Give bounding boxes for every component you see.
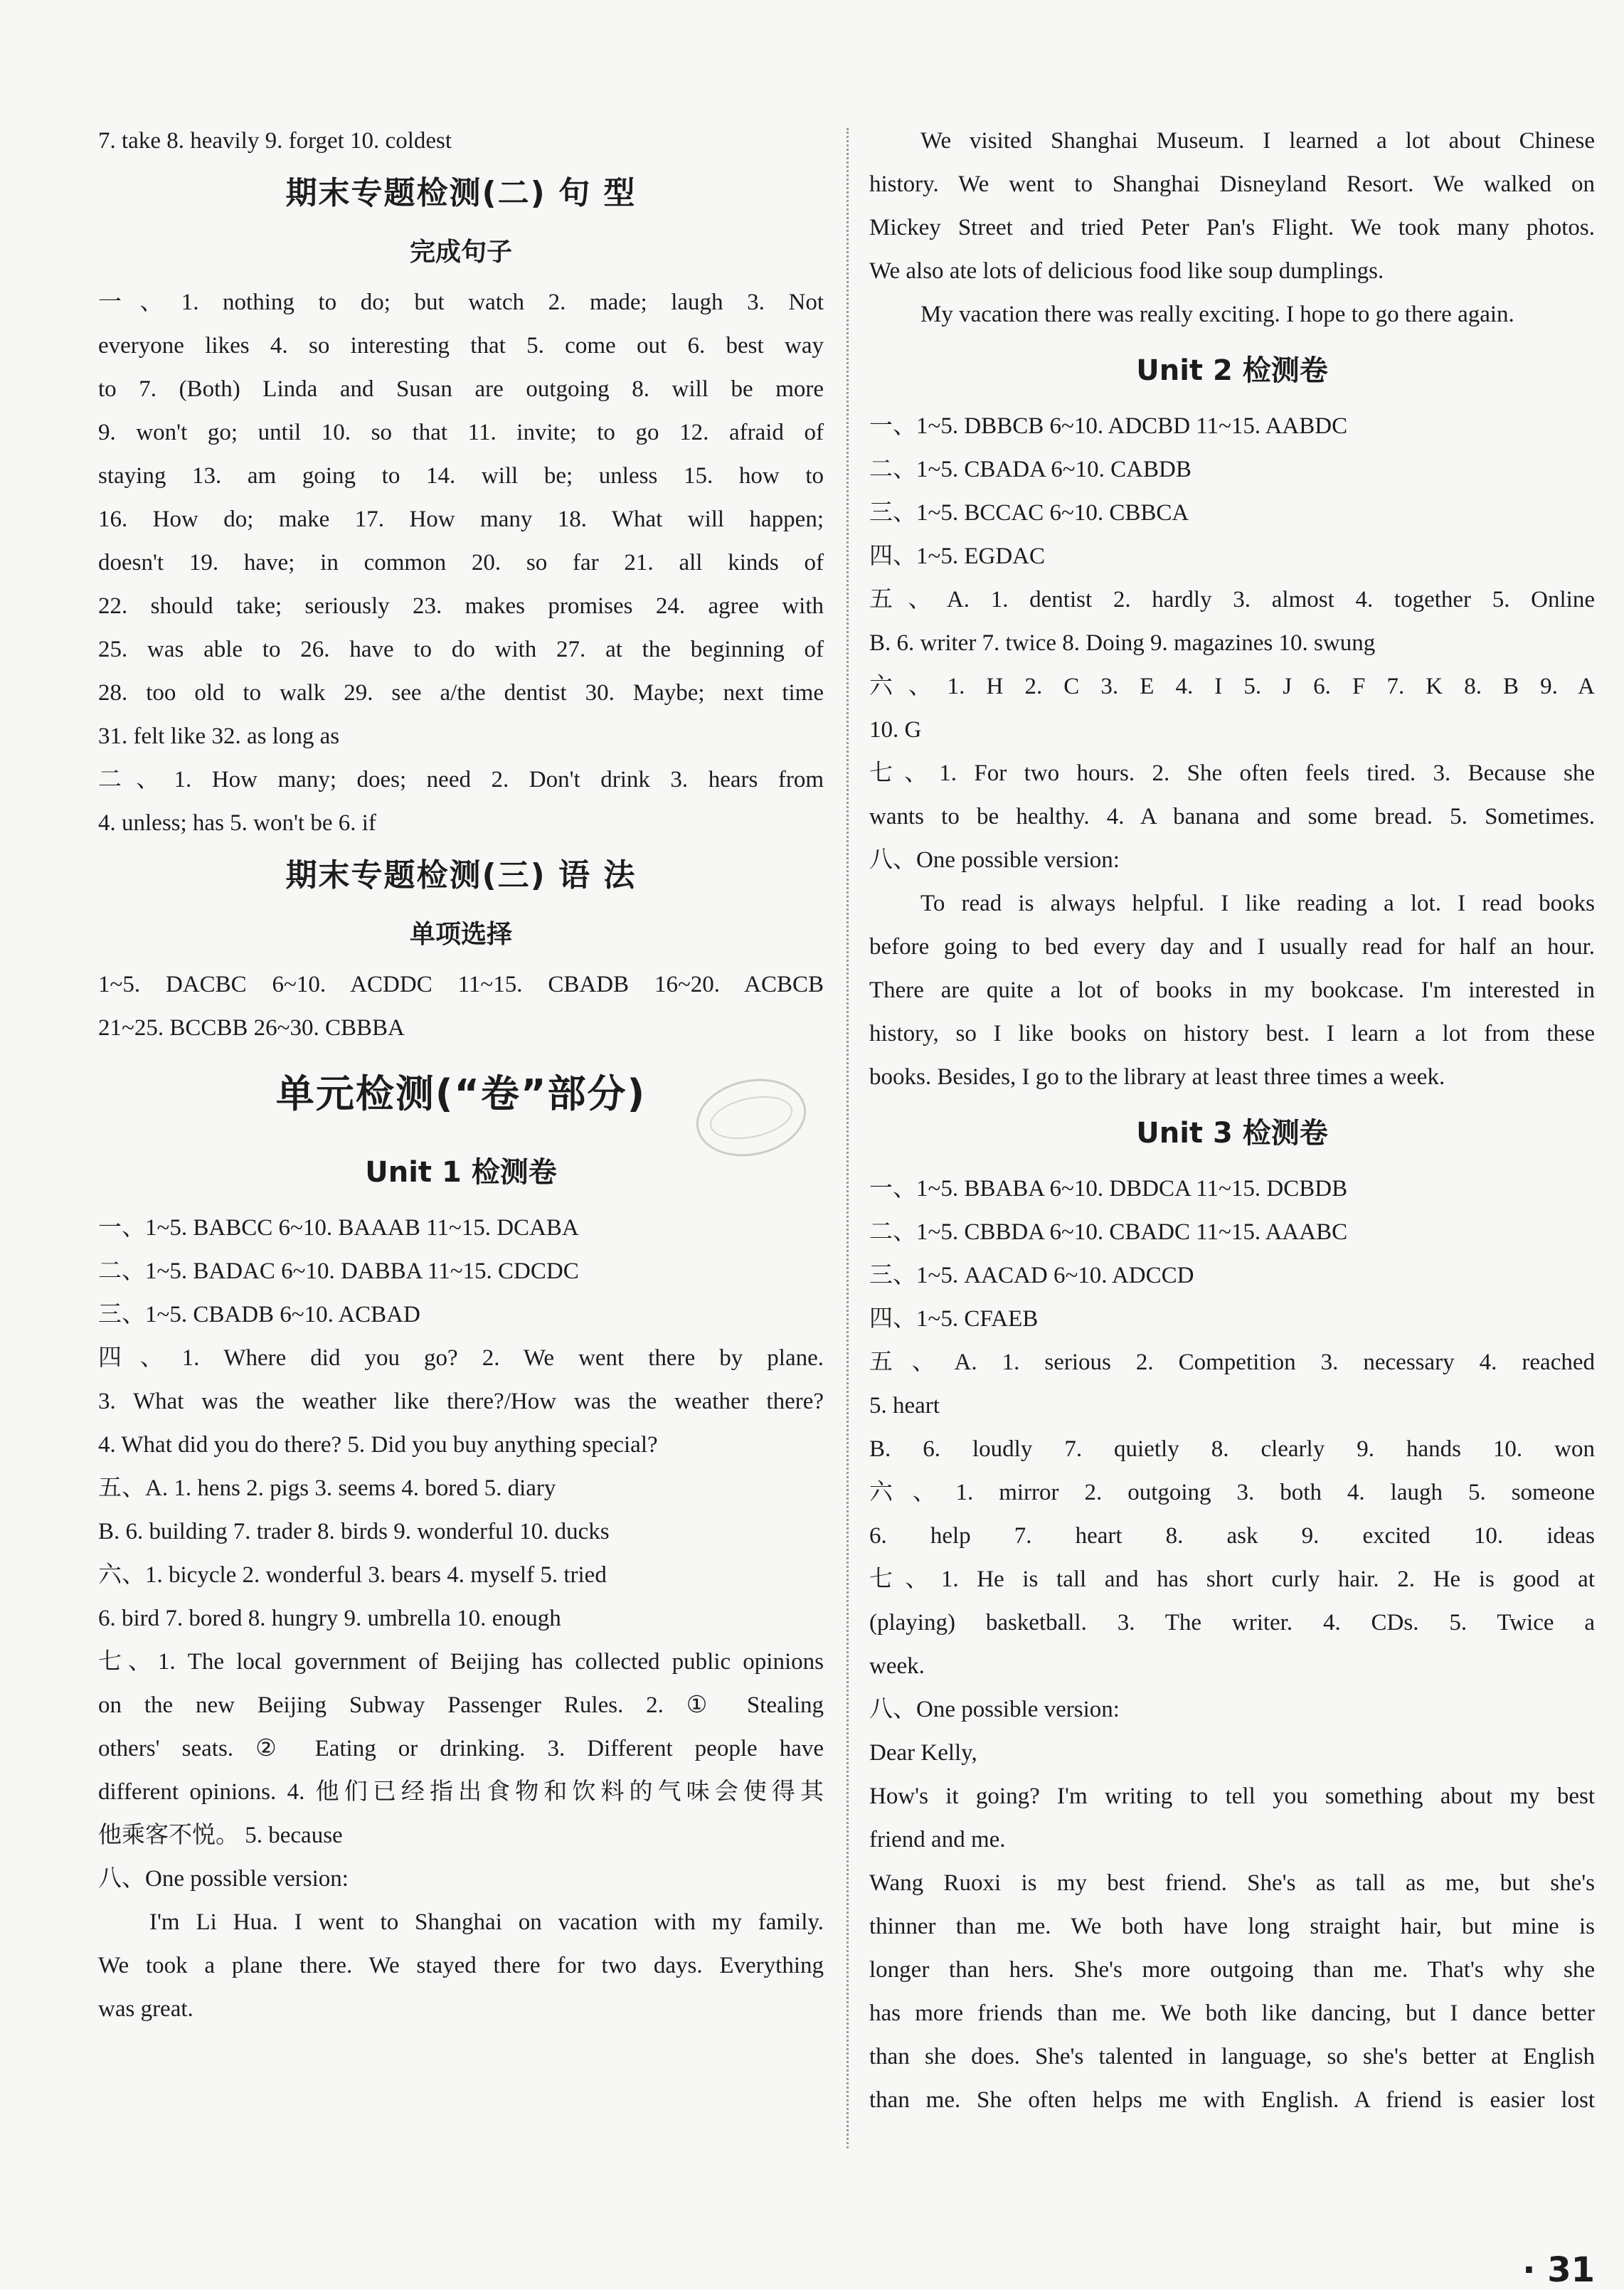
letter-line: friend and me. bbox=[869, 1827, 1006, 1852]
answer-line: 5. heart bbox=[869, 1393, 940, 1419]
answer-line: 三、1~5. CBADB 6~10. ACBAD bbox=[98, 1302, 420, 1327]
section-title: 期末专题检测(二) 句 型 bbox=[285, 175, 637, 211]
answer-line: 八、One possible version: bbox=[98, 1866, 349, 1892]
unit1-essay bbox=[98, 1901, 824, 2031]
answer-line: 3. What was the weather like there?/How was the weather there? bbox=[98, 1389, 824, 1414]
answer-line: wants to be healthy. 4. A banana and some bread. 5. Sometimes. bbox=[869, 804, 1595, 829]
answer-line: 31. felt like 32. as long as bbox=[98, 723, 340, 749]
answer-line: 4. unless; has 5. won't be 6. if bbox=[98, 810, 376, 836]
answer-line: 三、1~5. AACAD 6~10. ADCCD bbox=[869, 1263, 1194, 1288]
answer-line: 二、1. How many; does; need 2. Don't drink 3. hears from bbox=[98, 767, 824, 793]
column-divider bbox=[847, 128, 849, 2148]
answer-line: 6. help 7. heart 8. ask 9. excited 10. ideas bbox=[869, 1523, 1595, 1549]
letter-line: than me. She often helps me with English. A friend is easier lost bbox=[869, 2087, 1595, 2113]
answer-line: others' seats. ② Eating or drinking. 3. Different people have bbox=[98, 1736, 824, 1761]
essay-line: We visited Shanghai Museum. I learned a lot about Chinese bbox=[920, 128, 1595, 154]
answer-line: 八、One possible version: bbox=[869, 1697, 1120, 1722]
essay-line: There are quite a lot of books in my bookcase. I'm interested in bbox=[869, 977, 1595, 1003]
answer-line: to 7. (Both) Linda and Susan are outgoing 8. will be more bbox=[98, 376, 824, 402]
letter-line: Wang Ruoxi is my best friend. She's as tall as me, but she's bbox=[869, 1870, 1595, 1896]
unit-title: Unit 1 检测卷 bbox=[365, 1156, 557, 1189]
answer-line: 一、1. nothing to do; but watch 2. made; laugh 3. Not bbox=[98, 290, 824, 315]
answer-line: 五、A. 1. serious 2. Competition 3. necessary 4. reached bbox=[869, 1350, 1595, 1375]
section-title: 期末专题检测(三) 语 法 bbox=[285, 857, 637, 894]
letter-line: thinner than me. We both have long straight hair, but mine is bbox=[869, 1914, 1595, 1939]
page-number: · 31 bbox=[1522, 2250, 1595, 2290]
answer-line: 1~5. DACBC 6~10. ACDDC 11~15. CBADB 16~20. ACBCB bbox=[98, 972, 824, 997]
essay-line: My vacation there was really exciting. I hope to go there again. bbox=[920, 302, 1514, 327]
answer-line: 八、One possible version: bbox=[869, 847, 1120, 873]
answer-line: 二、1~5. BADAC 6~10. DABBA 11~15. CDCDC bbox=[98, 1258, 579, 1284]
answer-line: different opinions. 4. 他们已经指出食物和饮料的气味会使得其 bbox=[98, 1779, 824, 1805]
answer-line: on the new Beijing Subway Passenger Rules. 2. ① Stealing bbox=[98, 1692, 824, 1718]
unit2-essay bbox=[869, 882, 1595, 1099]
answer-line: 七、1. He is tall and has short curly hair. 2. He is good at bbox=[869, 1567, 1595, 1592]
letter-line: than she does. She's talented in language, so she's better at English bbox=[869, 2044, 1595, 2069]
essay-line: Mickey Street and tried Peter Pan's Flight. We took many photos. bbox=[869, 215, 1595, 240]
unit-title: Unit 3 检测卷 bbox=[1136, 1117, 1328, 1150]
answer-line: 10. G bbox=[869, 717, 922, 743]
answer-line: B. 6. writer 7. twice 8. Doing 9. magazines 10. swung bbox=[869, 630, 1376, 656]
answer-line: everyone likes 4. so interesting that 5. come out 6. best way bbox=[98, 333, 824, 359]
answer-line: 7. take 8. heavily 9. forget 10. coldest bbox=[98, 128, 452, 154]
answer-line: 28. too old to walk 29. see a/the dentist 30. Maybe; next time bbox=[98, 680, 824, 706]
sentence-answers bbox=[98, 281, 824, 845]
answer-line: 4. What did you do there? 5. Did you buy anything special? bbox=[98, 1432, 658, 1458]
answer-line: 三、1~5. BCCAC 6~10. CBBCA bbox=[869, 500, 1189, 526]
answer-line: 二、1~5. CBBDA 6~10. CBADC 11~15. AAABC bbox=[869, 1219, 1348, 1245]
answer-line: 一、1~5. BBABA 6~10. DBDCA 11~15. DCBDB bbox=[869, 1176, 1348, 1202]
essay-line: was great. bbox=[98, 1996, 193, 2022]
grammar-answers bbox=[98, 963, 824, 1050]
answer-line: 四、1~5. CFAEB bbox=[869, 1306, 1039, 1332]
unit3-letter bbox=[869, 1732, 1595, 2122]
essay-line: To read is always helpful. I like reading a lot. I read books bbox=[920, 891, 1595, 916]
answer-line: 五、A. 1. dentist 2. hardly 3. almost 4. together 5. Online bbox=[869, 587, 1595, 613]
right-column bbox=[869, 120, 1595, 2290]
essay-line: We also ate lots of delicious food like soup dumplings. bbox=[869, 258, 1384, 284]
essay-line: history. We went to Shanghai Disneyland Resort. We walked on bbox=[869, 171, 1595, 197]
answer-line: 22. should take; seriously 23. makes promises 24. agree with bbox=[98, 593, 824, 619]
unit1-essay-continued bbox=[869, 120, 1595, 336]
answer-line: 16. How do; make 17. How many 18. What will happen; bbox=[98, 507, 824, 532]
answer-line: 一、1~5. BABCC 6~10. BAAAB 11~15. DCABA bbox=[98, 1215, 579, 1241]
answer-line: 二、1~5. CBADA 6~10. CABDB bbox=[869, 457, 1192, 482]
answer-line: 四、1. Where did you go? 2. We went there by plane. bbox=[98, 1345, 824, 1371]
section-subtitle: 完成句子 bbox=[409, 238, 512, 267]
letter-line: Dear Kelly, bbox=[869, 1740, 977, 1766]
answer-line: 七、1. The local government of Beijing has collected public opinions bbox=[98, 1649, 824, 1675]
answer-line: 他乘客不悦。 5. because bbox=[98, 1823, 343, 1848]
answer-line: 四、1~5. EGDAC bbox=[869, 544, 1046, 569]
unit2-answers bbox=[869, 405, 1595, 882]
essay-line: before going to bed every day and I usually read for half an hour. bbox=[869, 934, 1595, 960]
essay-line: books. Besides, I go to the library at least three times a week. bbox=[869, 1064, 1445, 1090]
answer-line: 9. won't go; until 10. so that 11. invite; to go 12. afraid of bbox=[98, 420, 824, 445]
unit-title: Unit 2 检测卷 bbox=[1136, 354, 1328, 387]
answer-line: B. 6. loudly 7. quietly 8. clearly 9. hands 10. won bbox=[869, 1436, 1595, 1462]
part-title: 单元检测(“卷”部分) bbox=[275, 1071, 647, 1116]
essay-line: history, so I like books on history best. I learn a lot from these bbox=[869, 1021, 1595, 1046]
answer-line: 六、1. bicycle 2. wonderful 3. bears 4. myself 5. tried bbox=[98, 1562, 607, 1588]
answer-line: 25. was able to 26. have to do with 27. at the beginning of bbox=[98, 637, 824, 662]
essay-line: I'm Li Hua. I went to Shanghai on vacation with my family. bbox=[149, 1909, 824, 1935]
unit1-answers bbox=[98, 1207, 824, 1901]
answer-line: week. bbox=[869, 1653, 925, 1679]
section-subtitle: 单项选择 bbox=[409, 920, 512, 949]
letter-line: has more friends than me. We both like dancing, but I dance better bbox=[869, 2000, 1595, 2026]
answer-line: B. 6. building 7. trader 8. birds 9. wonderful 10. ducks bbox=[98, 1519, 610, 1544]
left-column bbox=[98, 120, 824, 2031]
answer-line: 七、1. For two hours. 2. She often feels tired. 3. Because she bbox=[869, 760, 1595, 786]
answer-line: 五、A. 1. hens 2. pigs 3. seems 4. bored 5. diary bbox=[98, 1475, 556, 1501]
answer-line: 一、1~5. DBBCB 6~10. ADCBD 11~15. AABDC bbox=[869, 413, 1348, 439]
letter-line: How's it going? I'm writing to tell you something about my best bbox=[869, 1783, 1595, 1809]
essay-line: We took a plane there. We stayed there for two days. Everything bbox=[98, 1953, 824, 1978]
answer-line: 六、1. mirror 2. outgoing 3. both 4. laugh 5. someone bbox=[869, 1480, 1595, 1505]
answer-line: 六、1. H 2. C 3. E 4. I 5. J 6. F 7. K 8. B 9. A bbox=[869, 674, 1595, 699]
letter-line: longer than hers. She's more outgoing than me. That's why she bbox=[869, 1957, 1595, 1983]
unit3-answers bbox=[869, 1167, 1595, 1732]
answer-line: staying 13. am going to 14. will be; unless 15. how to bbox=[98, 463, 824, 489]
answer-line: 21~25. BCCBB 26~30. CBBBA bbox=[98, 1015, 405, 1041]
answer-line: (playing) basketball. 3. The writer. 4. CDs. 5. Twice a bbox=[869, 1610, 1595, 1636]
answer-line: doesn't 19. have; in common 20. so far 21. all kinds of bbox=[98, 550, 824, 576]
answer-line: 6. bird 7. bored 8. hungry 9. umbrella 10. enough bbox=[98, 1606, 561, 1631]
